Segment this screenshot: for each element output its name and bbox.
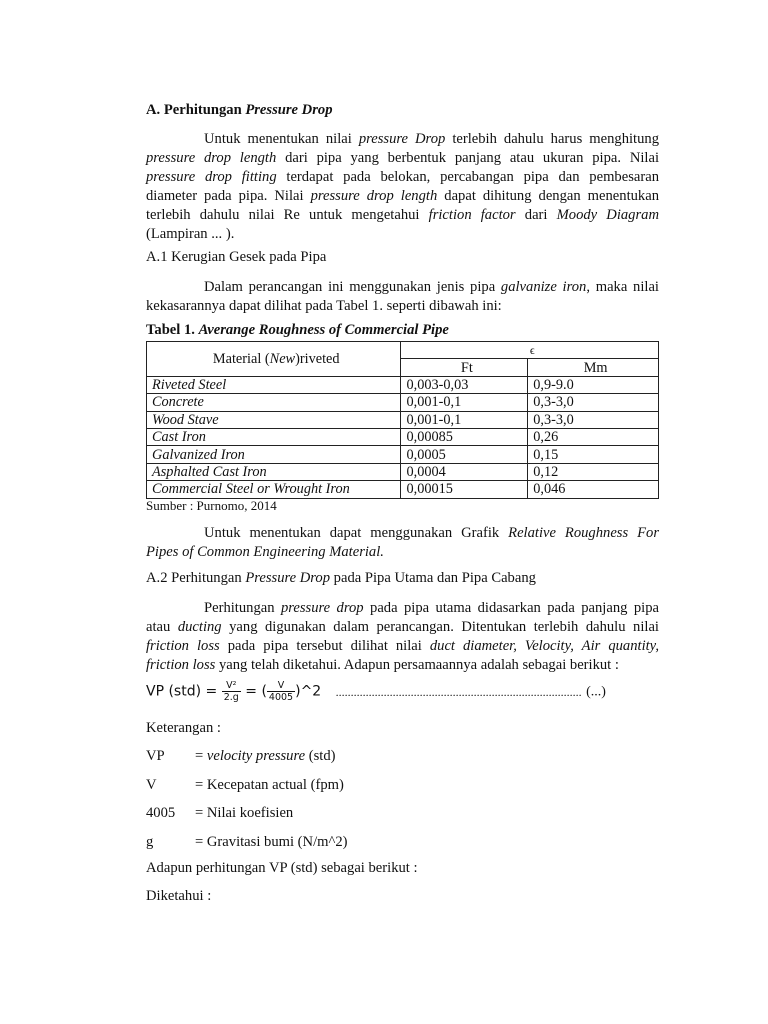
given-label: Diketahui :: [146, 888, 212, 904]
table-caption: Tabel 1. Averange Roughness of Commercial Pipe: [146, 322, 449, 338]
legend-item: 4005 = Nilai koefisien: [146, 805, 294, 821]
cell-ft: 0,001-0,1: [401, 411, 528, 428]
text-line: kekasarannya dapat dilihat pada Tabel 1. seperti dibawah ini:: [146, 298, 502, 314]
cell-ft: 0,0004: [401, 463, 528, 480]
text-line: diameter pada pipa. Nilai pressure drop length dapat dihitung dengan menentukan: [146, 188, 659, 204]
paragraph-pipe-type: [146, 278, 659, 315]
text-line: friction loss yang telah diketahui. Adapun persamaannya adalah sebagai berikut :: [146, 657, 619, 673]
text-line: Dalam perancangan ini menggunakan jenis pipa galvanize iron, maka nilai: [204, 279, 659, 295]
text-line: Perhitungan pressure drop pada pipa utama didasarkan pada panjang pipa: [204, 600, 659, 616]
cell-material: Cast Iron: [147, 428, 401, 445]
legend-item: VP = velocity pressure (std): [146, 748, 336, 764]
cell-mm: 0,12: [528, 463, 659, 480]
fraction: $\frac{V}{4005}$: [268, 680, 294, 703]
paragraph-main-pipe: [146, 599, 659, 674]
cell-ft: 0,00015: [401, 481, 528, 498]
text-line: pressure drop fitting terdapat pada belokan, percabangan pipa dan pembesaran: [146, 169, 659, 185]
header-ft: Ft: [401, 359, 528, 376]
vp-formula: VP (std) = $\frac{\text{V²}}{2.g}$ = ( $\frac{V}{4005}$ )^2 .................................................................................. (...): [146, 680, 606, 703]
cell-material: Riveted Steel: [147, 376, 401, 393]
legend-item: V = Kecepatan actual (fpm): [146, 777, 344, 793]
cell-ft: 0,0005: [401, 446, 528, 463]
table-row: [147, 376, 659, 393]
cell-ft: 0,003-0,03: [401, 376, 528, 393]
table-source: Sumber : Purnomo, 2014: [146, 498, 277, 513]
table-row: [147, 394, 659, 411]
table-header-row: [147, 342, 659, 359]
closing-text: Adapun perhitungan VP (std) sebagai berikut :: [146, 860, 418, 876]
paragraph-intro: [146, 130, 659, 243]
text-line: terlebih dahulu nilai Re untuk mengetahui friction factor dari Moody Diagram: [146, 207, 659, 223]
section-a2-heading: A.2 Perhitungan Pressure Drop pada Pipa Utama dan Pipa Cabang: [146, 570, 536, 586]
section-a-heading: A. Perhitungan Pressure Drop: [146, 102, 333, 118]
cell-mm: 0,3-3,0: [528, 411, 659, 428]
table-row: [147, 446, 659, 463]
text-line: Untuk menentukan nilai pressure Drop terlebih dahulu harus menghitung: [204, 131, 659, 147]
table-row: [147, 411, 659, 428]
text-line: friction loss pada pipa tersebut dilihat nilai duct diameter, Velocity, Air quantity,: [146, 638, 659, 654]
text-line: Pipes of Common Engineering Material.: [146, 544, 384, 560]
text-line: atau ducting yang digunakan dalam perancangan. Ditentukan terlebih dahulu nilai: [146, 619, 659, 635]
cell-ft: 0,00085: [401, 428, 528, 445]
text-line: pressure drop length dari pipa yang berbentuk panjang atau ukuran pipa. Nilai: [146, 150, 659, 166]
section-a1-heading: A.1 Kerugian Gesek pada Pipa: [146, 249, 327, 265]
table-row: [147, 428, 659, 445]
text-line: (Lampiran ... ).: [146, 226, 235, 242]
legend-title: Keterangan :: [146, 720, 221, 736]
table-row: [147, 481, 659, 498]
table-row: [147, 463, 659, 480]
cell-material: Concrete: [147, 394, 401, 411]
text-line: Untuk menentukan dapat menggunakan Grafik Relative Roughness For: [204, 525, 660, 541]
fraction: $\frac{\text{V²}}{2.g}$: [223, 680, 239, 703]
paragraph-graph: [146, 524, 659, 561]
cell-ft: 0,001-0,1: [401, 394, 528, 411]
cell-mm: 0,15: [528, 446, 659, 463]
cell-material: Galvanized Iron: [147, 446, 401, 463]
cell-material: Asphalted Cast Iron: [147, 463, 401, 480]
cell-mm: 0,26: [528, 428, 659, 445]
header-epsilon: ϵ: [401, 342, 659, 359]
cell-mm: 0,046: [528, 481, 659, 498]
cell-material: Wood Stave: [147, 411, 401, 428]
cell-material: Commercial Steel or Wrought Iron: [147, 481, 401, 498]
cell-mm: 0,3-3,0: [528, 394, 659, 411]
header-mm: Mm: [528, 359, 659, 376]
legend-item: g = Gravitasi bumi (N/m^2): [146, 834, 348, 850]
cell-mm: 0,9-9.0: [528, 376, 659, 393]
roughness-table: [146, 341, 659, 499]
header-material: Material (New)riveted: [147, 342, 401, 377]
